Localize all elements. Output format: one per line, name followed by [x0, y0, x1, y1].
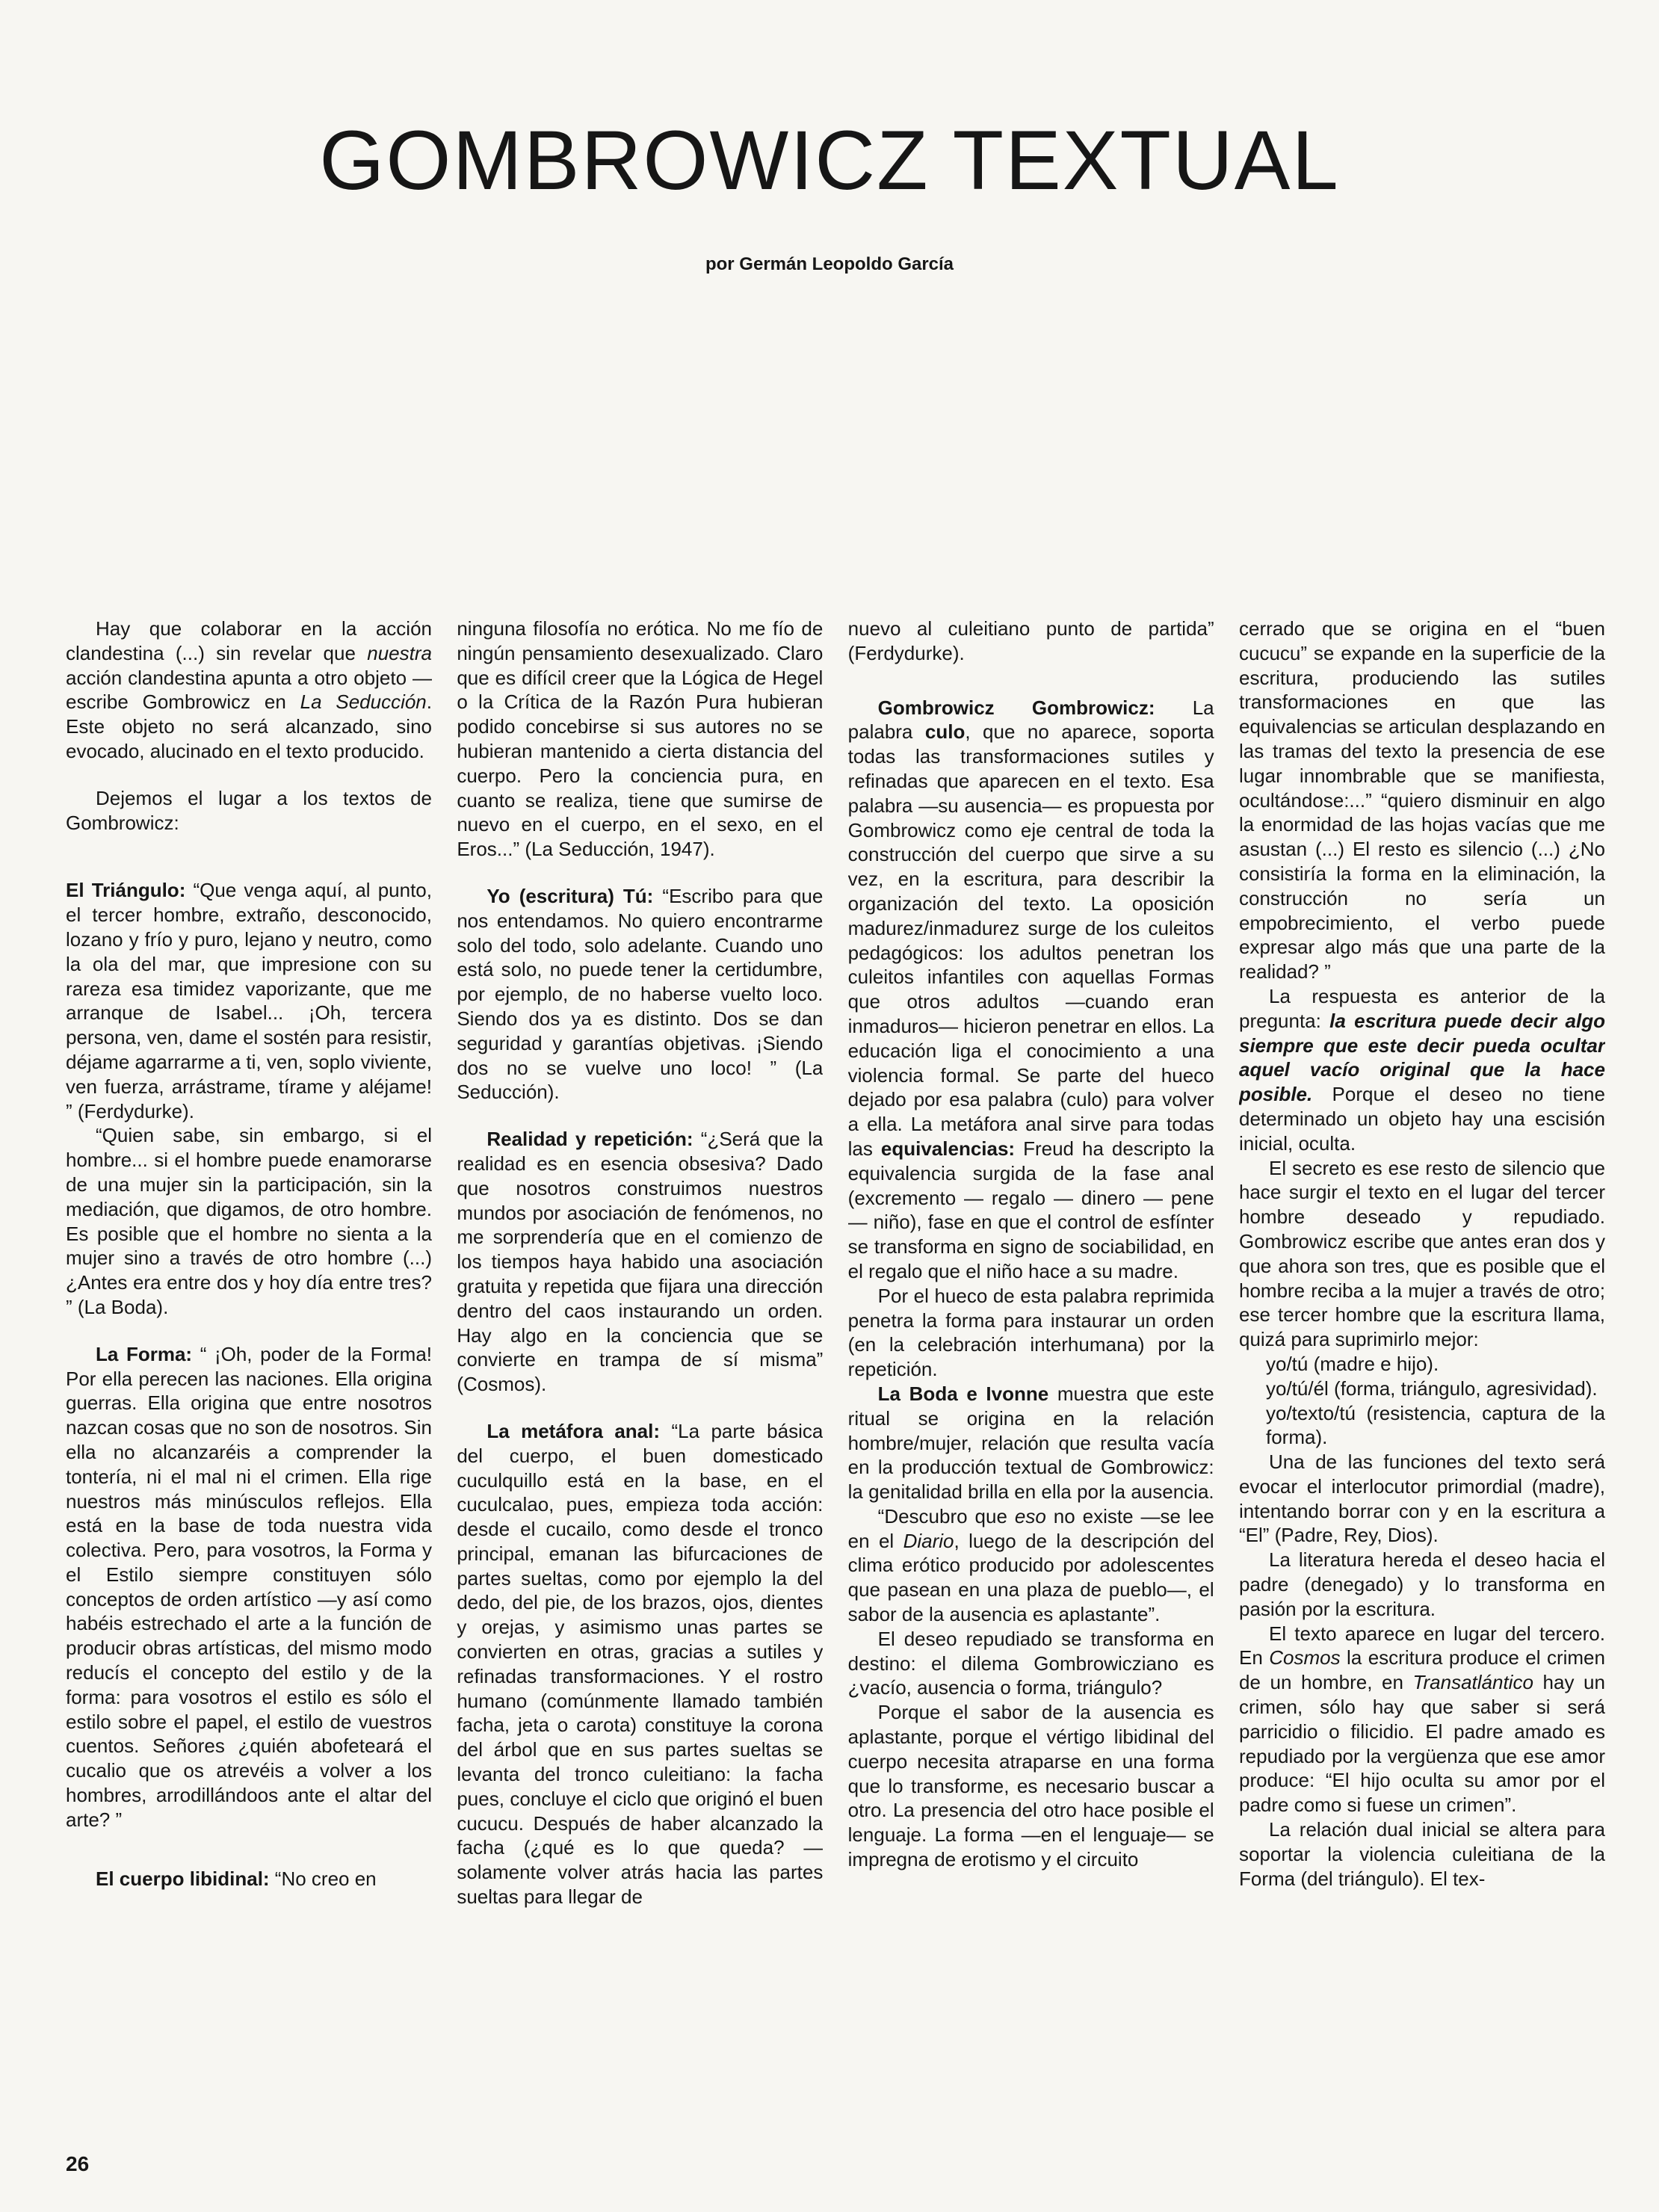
emphasis: culo	[924, 720, 966, 744]
text: “¿Será que la realidad es en esencia obsesiva? Dado que nosotros construimos nuestros mundos por asociación de fenómenos, no me sorprendería que en el comienzo de los tiempos haya habido una asociación gratuita y repetida que fijara una dirección dentro del caos instaurando un orden. Hay algo en la conciencia que se convierte en trampa de sí misma” (Cosmos).	[457, 1128, 824, 1396]
paragraph: Dejemos el lugar a los textos de Gombrowicz:	[66, 786, 432, 834]
paragraph: Porque el sabor de la ausencia es aplastante, porque el vértigo libidinal del cuerpo necesita atraparse en una forma que lo transforme, es necesario buscar a otro. La presencia del otro hace posible el lenguaje. La forma —en el lenguaje— se impregna de erotismo y el circuito	[847, 1701, 1214, 1871]
text: muestra que este ritual se origina en la relación hombre/mujer, relación que resulta vacía en la producción textual de Gombrowicz: la genitalidad brilla en ella por la ausencia.	[847, 1382, 1214, 1504]
column-4	[1239, 617, 1605, 2134]
list-item: yo/tú/él (forma, triángulo, agresividad).	[1265, 1377, 1598, 1400]
text: “No creo en	[269, 1867, 377, 1890]
text: , luego de la descripción del clima erótico producido por adolescentes que pasean en una plaza de pueblo—, el sabor de la ausencia es aplastante”.	[847, 1529, 1214, 1626]
paragraph: ninguna filosofía no erótica. No me fío de ningún pensamiento desexualizado. Claro que es difícil creer que la Lógica de Hegel o la Crítica de la Razón Pura hubieran podido concebirse si sus autores no se hubieran mantenido a cierta distancia del cuerpo. Pero la conciencia pura, en cuanto se realiza, tiene que sumirse de nuevo en el cuerpo, en el sexo, en el Eros...” (La Seducción, 1947).	[457, 617, 824, 861]
text: El texto aparece en lugar del tercero. En	[1238, 1622, 1605, 1669]
paragraph: La literatura hereda el deseo hacia el padre (denegado) y lo transforma en pasión por la escritura.	[1238, 1548, 1605, 1620]
byline: por Germán Leopoldo García	[705, 254, 954, 274]
paragraph	[66, 1867, 432, 1891]
text: Hay que colaborar en la acción clandestina (...) sin revelar que	[66, 617, 432, 664]
list-item: yo/texto/tú (resistencia, captura de la forma).	[1265, 1401, 1605, 1449]
page-number: 26	[66, 2152, 90, 2175]
text: “Que venga aquí, al punto, el tercer hombre, extraño, desconocido, lozano y frío y puro, lejano y neutro, como la ola del mar, que impresione con su rareza esa timidez vaporizante, que me arranque de Isabel... ¡Oh, tercera persona, ven, dame el sostén para resistir, déjame agarrarme a ti, ven, soplo viviente, ven fuerza, arrástrame, tírame y aléjame! ” (Ferdydurke).	[66, 879, 432, 1122]
text: la escritura produce el crimen de un hombre, en	[1238, 1646, 1605, 1694]
text: Freud ha descripto la equivalencia surgida de la fase anal (excremento — regalo — dinero — pene — niño), fase en que el control de esfínter se transforma en signo de sociabilidad, en el regalo que el niño hace a su madre.	[847, 1137, 1214, 1282]
text: La palabra	[847, 696, 1214, 744]
paragraph	[1239, 984, 1605, 1156]
book-title: La Seducción	[300, 691, 427, 714]
paragraph	[66, 1342, 432, 1832]
emphasis: eso	[1014, 1504, 1046, 1527]
text: hay un crimen, sólo hay que saber si será parricidio o filicidio. El padre amado es repudiado por la vergüenza que ese amor produce: “El hijo oculta su amor por el padre como si fuese un crimen”.	[1238, 1671, 1605, 1817]
book-title: Diario	[903, 1529, 954, 1552]
paragraph	[848, 696, 1214, 1284]
paragraph: cerrado que se origina en el “buen cucucu” se expande en la superficie de la escritura, produciendo las sutiles transformaciones en que las equivalencias se articulan desplazando en las tramas del texto la presencia de ese lugar innombrable que se manifiesta, ocultándose:...” “quiero disminuir en algo la enormidad de las hojas vacías que me asustan (...) El resto es silencio (...) ¿No consistiría la forma en la eliminación, la construcción no sería un empobrecimiento, el verbo puede expresar algo más que una parte de la realidad? ”	[1238, 617, 1605, 983]
book-title: Cosmos	[1269, 1646, 1341, 1669]
paragraph	[848, 1382, 1214, 1504]
section-heading: El cuerpo libidinal:	[96, 1867, 270, 1890]
paragraph: El deseo repudiado se transforma en destino: el dilema Gombrowicziano es ¿vacío, ausencia o forma, triángulo?	[847, 1627, 1214, 1699]
text: Porque el deseo no tiene determinado un objeto hay una escisión inicial, oculta.	[1238, 1083, 1605, 1155]
text: , que no aparece, soporta todas las transformaciones sutiles y refinadas que aparecen en el texto. Esa palabra —su ausencia— es propuesta por Gombrowicz como eje central de toda la construcción del cuerpo que sirve a su vez, en la escritura, para describir la organización del texto. La oposición madurez/inmadurez surge de los culeitos pedagógicos: los adultos penetran los culeitos infantiles con aquellas Formas que otros adultos —cuando eran inmaduros— hicieron penetrar en ellos. La educación liga el conocimiento a una violencia formal. Se parte del hueco dejado por esa palabra (culo) para volver a ella. La metáfora anal sirve para todas las	[847, 720, 1214, 1160]
column-2	[457, 617, 823, 2134]
text: . Este objeto no será alcanzado, sino evocado, alucinado en el texto producido.	[66, 691, 432, 762]
emphasis: nuestra	[367, 641, 432, 664]
list-item: yo/tú (madre e hijo).	[1265, 1352, 1439, 1375]
paragraph	[457, 1419, 823, 1909]
text: “La parte básica del cuerpo, el buen domesticado cuculquillo está en la base, en el cuculcalao, pues, empieza toda acción: desde el cucailo, como desde el tronco principal, emanan las bifurcaciones de partes sueltas, como por ejemplo la del dedo, del pie, de los brazos, ojos, dientes y orejas, y asimismo unas partes se convierten en otras, gracias a sutiles y refinadas transformaciones. Y el rostro humano (comúnmente llamado también facha, jeta o carota) constituye la corona del árbol que en sus partes sueltas se levanta del tronco culeitiano: la facha pues, concluye el ciclo que originó el buen cucucu. Después de haber alcanzado la facha (¿qué es lo que queda? — solamente volver atrás hacia las partes sueltas para llegar de	[457, 1419, 824, 1909]
paragraph	[848, 1504, 1214, 1627]
paragraph	[1239, 1622, 1605, 1817]
article-columns	[66, 617, 1605, 2134]
page-title: GOMBROWICZ TEXTUAL	[319, 114, 1340, 207]
section-heading: Gombrowicz Gombrowicz:	[877, 696, 1155, 719]
column-1	[66, 617, 432, 2134]
section-heading: La Forma:	[96, 1342, 193, 1365]
paragraph: “Quien sabe, sin embargo, si el hombre... si el hombre puede enamorarse de una mujer sin la participación, sin la mediación, que digamos, de otro hombre. Es posible que el hombre no sienta a la mujer sino a través de otro hombre (...) ¿Antes era entre dos y hoy día entre tres? ” (La Boda).	[66, 1124, 432, 1318]
emphasis: la escritura puede decir algo siempre que este decir pueda ocultar aquel vacío original que la hace posible.	[1238, 1009, 1605, 1106]
paragraph: Por el hueco de esta palabra reprimida penetra la forma para instaurar un orden (en la celebración interhumana) por la repetición.	[847, 1284, 1214, 1381]
section-heading: La metáfora anal:	[486, 1419, 661, 1442]
section-heading: Yo (escritura) Tú:	[486, 884, 654, 907]
emphasis: equivalencias:	[880, 1137, 1016, 1160]
text: “Escribo para que nos entendamos. No quiero encontrarme solo del todo, solo adelante. Cuando uno está solo, no puede tener la certidumbre, por ejemplo, de no haberse vuelto loco. Siendo dos ya es distinto. Dos se dan seguridad y garantías objetivas. ¡Siendo dos no se vuelve uno loco! ” (La Seducción).	[457, 884, 824, 1104]
paragraph: El secreto es ese resto de silencio que hace surgir el texto en el lugar del tercer hombre deseado y repudiado. Gombrowicz escribe que antes eran dos y que ahora son tres, que es posible que el hombre reciba a la mujer a través de otro; ese tercer hombre que la escritura llama, quizá para suprimirlo mejor:	[1238, 1156, 1605, 1351]
paragraph: nuevo al culeitiano punto de partida” (Ferdydurke).	[847, 617, 1214, 664]
section-heading: La Boda e Ivonne	[877, 1382, 1049, 1405]
paragraph	[66, 617, 432, 764]
paragraph	[66, 878, 432, 1123]
text: acción clandestina apunta a otro objeto —escribe Gombrowicz en	[66, 666, 432, 714]
text: “ ¡Oh, poder de la Forma! Por ella perecen las naciones. Ella origina guerras. Ella origina que entre nosotros nazcan cosas que no son de nosotros. Sin ella no alcanzaréis a comprender la tontería, ni el mal ni el crimen. Ella rige nuestros más minúsculos reflejos. Ella está en la base de toda nuestra vida colectiva. Pero, para vosotros, la Forma y el Estilo siempre constituyen sólo conceptos de orden artístico —y así como habéis estrechado el arte a la función de producir obras artísticas, del mismo modo reducís el concepto del estilo y de la forma: para vosotros el estilo es sólo el estilo sobre el papel, el estilo de vuestros cuentos. Señores ¿quién abofeteará el cucalio que os atrevéis a volver a los hombres, arrodillándoos ante el altar del arte? ”	[66, 1342, 432, 1831]
column-3	[848, 617, 1214, 2134]
section-heading: El Triángulo:	[66, 879, 186, 902]
paragraph: La relación dual inicial se altera para soportar la violencia culeitiana de la Forma (del triángulo). El tex-	[1238, 1818, 1605, 1890]
book-title: Transatlántico	[1412, 1671, 1533, 1694]
section-heading: Realidad y repetición:	[486, 1128, 693, 1151]
text: La respuesta es anterior de la pregunta:	[1238, 984, 1605, 1032]
text: “Descubro que	[877, 1504, 1015, 1527]
paragraph	[457, 1127, 823, 1397]
paragraph	[457, 884, 823, 1105]
paragraph: Una de las funciones del texto será evocar el interlocutor primordial (madre), intentando borrar con y en la escritura a “El” (Padre, Rey, Dios).	[1238, 1451, 1605, 1547]
text: no existe —se lee en el	[847, 1504, 1214, 1552]
